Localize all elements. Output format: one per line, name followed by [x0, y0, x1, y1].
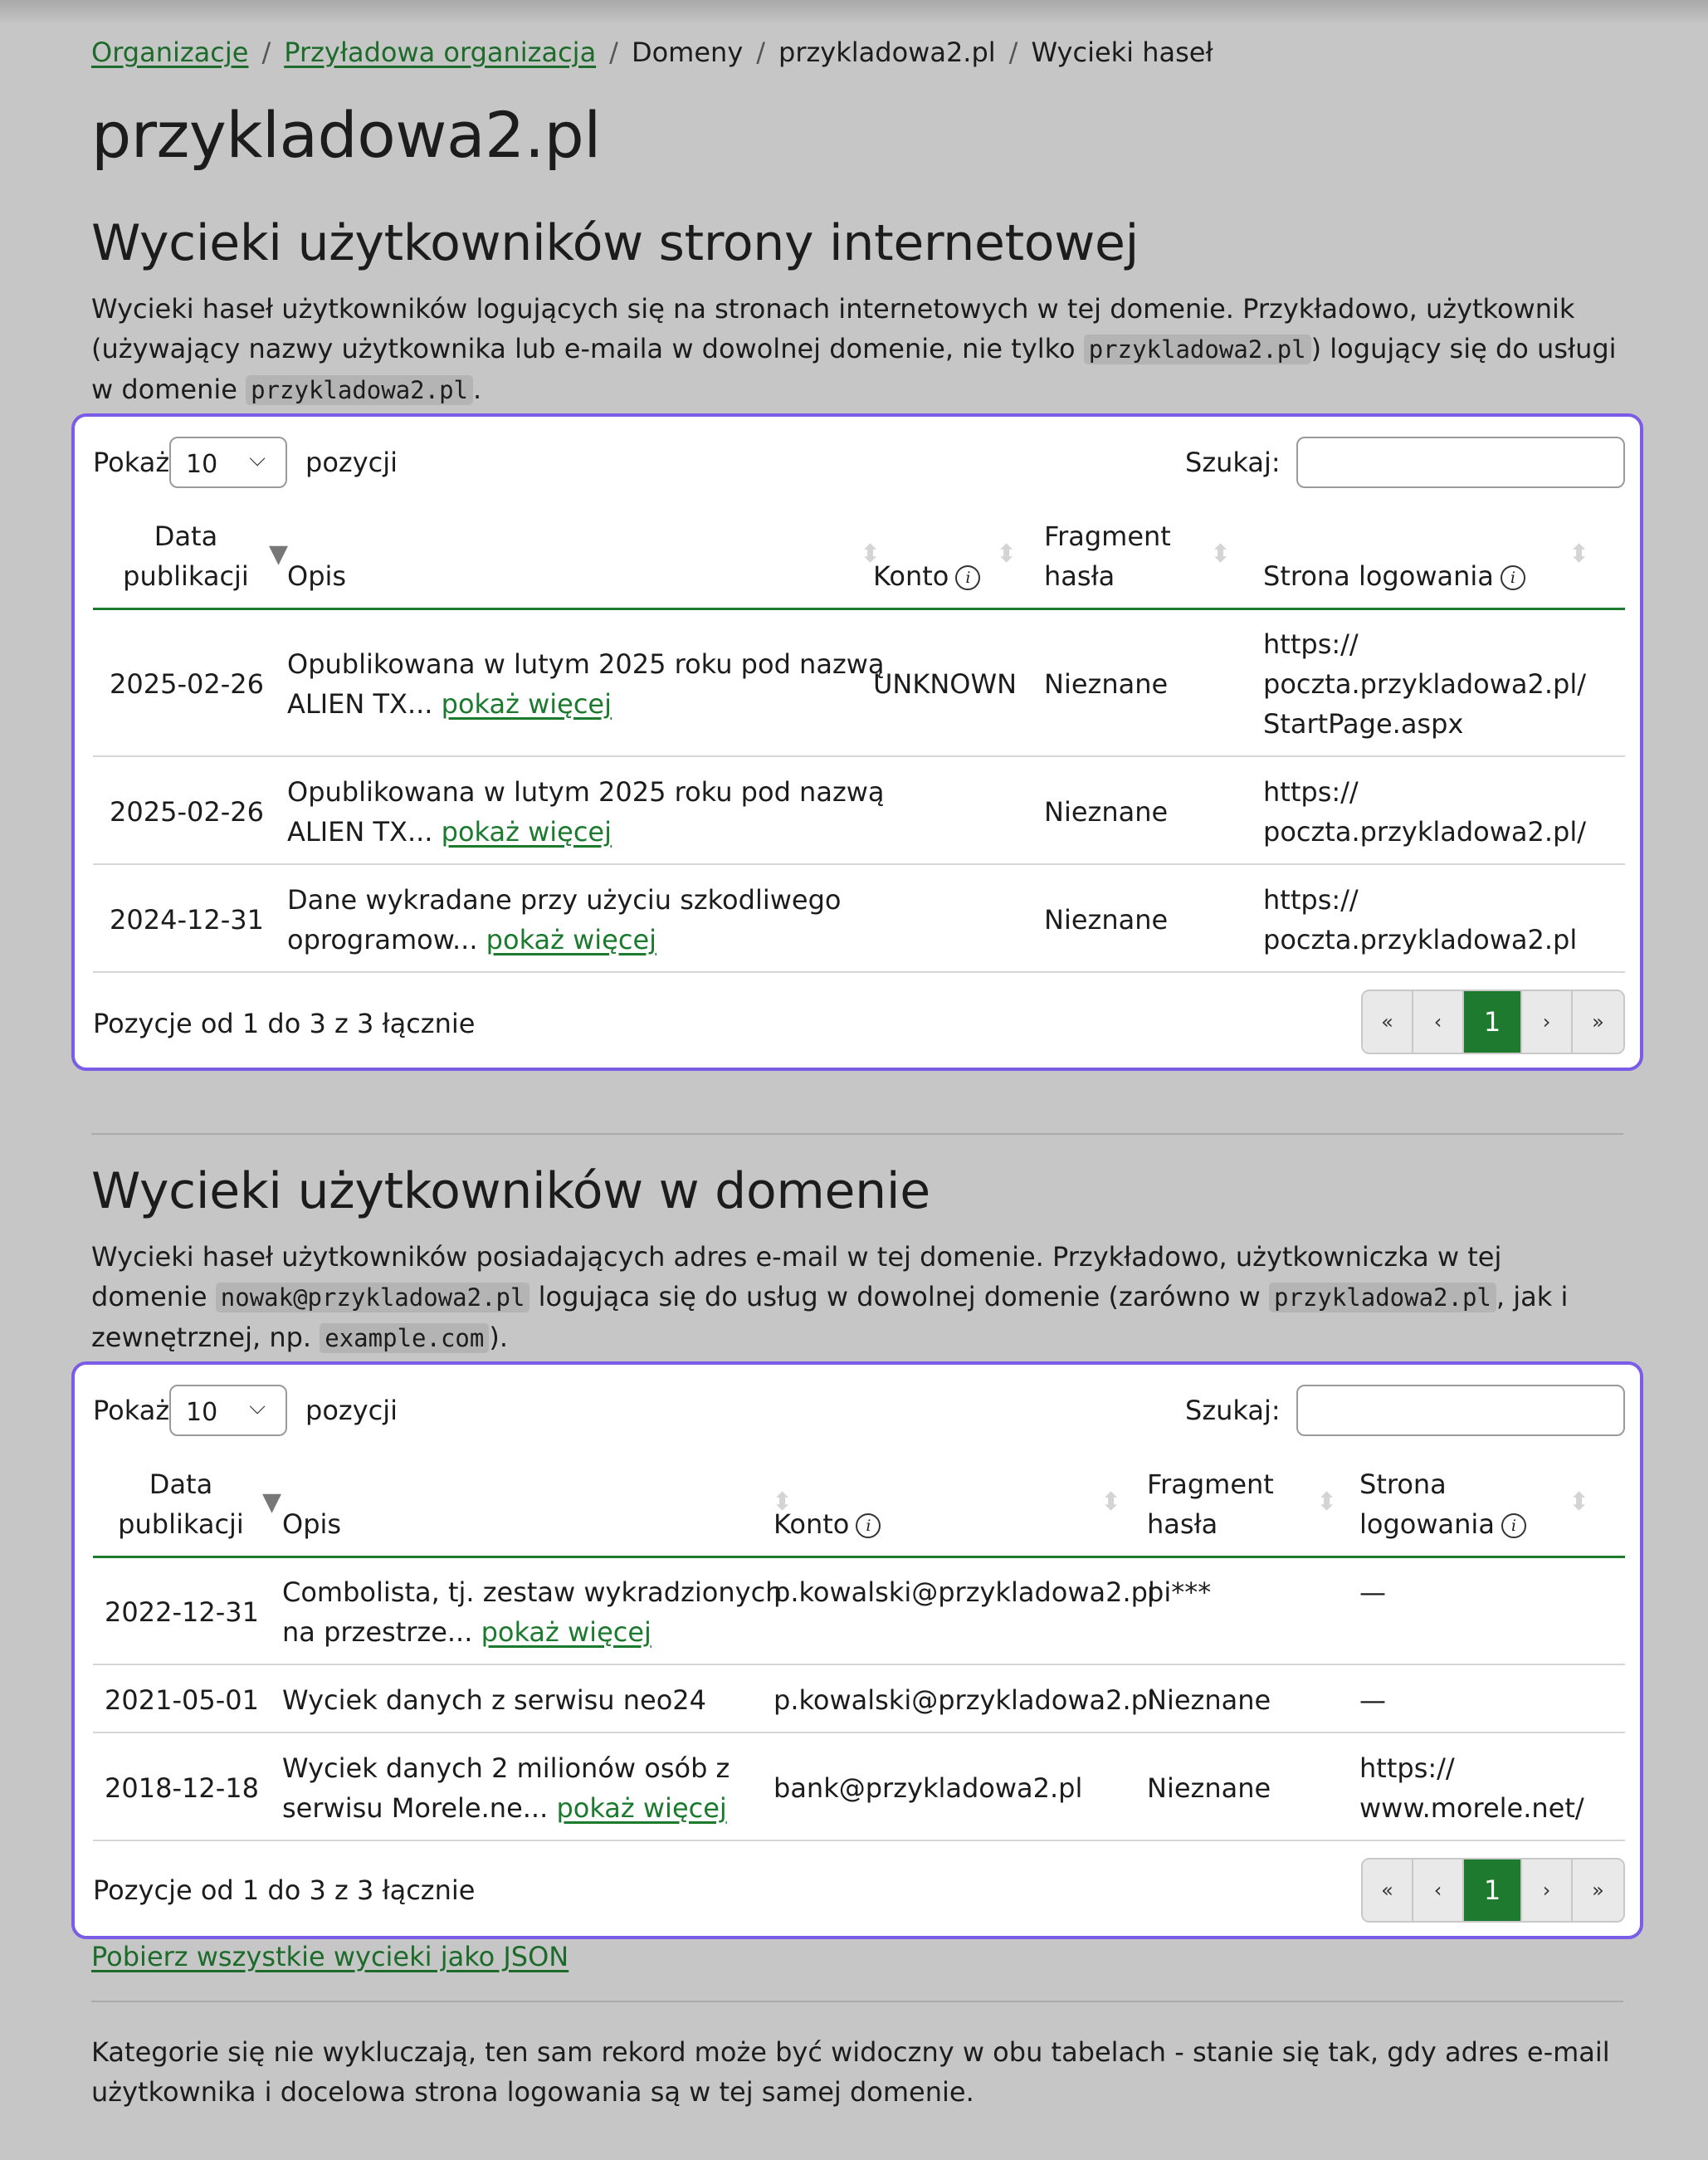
search-input[interactable]	[1296, 437, 1625, 488]
chevron-down-icon: ⌵	[249, 1395, 266, 1420]
row1-date: 2025-02-26	[110, 668, 264, 700]
row2-login-page: —	[1359, 1684, 1386, 1716]
next-page-button[interactable]: ›	[1522, 991, 1573, 1053]
row-divider	[93, 755, 1625, 757]
show-more-link[interactable]: pokaż więcej	[441, 688, 612, 720]
column-account[interactable]: Konto i	[773, 1504, 881, 1544]
row3-fragment: Nieznane	[1147, 1772, 1271, 1804]
breadcrumb-domain: przykladowa2.pl	[778, 37, 996, 68]
sort-icon[interactable]: ⬍	[1100, 1488, 1122, 1517]
example-domain-code: example.com	[320, 1323, 489, 1353]
row1-fragment: Nieznane	[1044, 668, 1169, 700]
column-account[interactable]: Konto i	[873, 556, 980, 596]
page-length-select[interactable]: 10 ⌵	[169, 437, 287, 488]
breadcrumb-domains: Domeny	[631, 37, 744, 68]
search-label: Szukaj:	[1185, 1395, 1281, 1426]
column-fragment[interactable]: Fragment hasła	[1147, 1469, 1274, 1540]
length-suffix: pozycji	[305, 1395, 398, 1426]
row2-description: Opublikowana w lutym 2025 roku pod nazwą ALIEN TX... pokaż więcej	[287, 776, 885, 848]
domain-code: przykladowa2.pl	[246, 375, 473, 405]
column-date[interactable]: Data publikacji	[118, 1469, 244, 1540]
column-login-page[interactable]: Strona logowania i	[1263, 556, 1525, 596]
row2-description: Wyciek danych z serwisu neo24	[282, 1684, 707, 1716]
row1-date: 2022-12-31	[105, 1596, 259, 1628]
row-divider	[93, 971, 1625, 973]
email-code: nowak@przykladowa2.pl	[216, 1283, 530, 1312]
show-more-link[interactable]: pokaż więcej	[481, 1616, 651, 1648]
row3-date: 2018-12-18	[105, 1772, 259, 1804]
domain-code: przykladowa2.pl	[1269, 1283, 1496, 1312]
row1-login-page: https:// poczta.przykladowa2.pl/ StartPage.aspx	[1263, 628, 1587, 740]
row2-fragment: Nieznane	[1044, 796, 1169, 828]
row2-fragment: Nieznane	[1147, 1684, 1271, 1716]
length-label: Pokaż	[93, 447, 170, 478]
search-input[interactable]	[1296, 1385, 1625, 1436]
show-more-link[interactable]: pokaż więcej	[441, 816, 612, 848]
row1-account: UNKNOWN	[873, 668, 1017, 700]
sort-desc-icon[interactable]: ▼	[262, 1488, 282, 1517]
column-description[interactable]: Opis	[282, 1508, 342, 1540]
table-info: Pozycje od 1 do 3 z 3 łącznie	[93, 1008, 476, 1039]
info-icon[interactable]: i	[955, 565, 980, 590]
row-divider	[93, 1664, 1625, 1665]
pagination	[1361, 1858, 1625, 1923]
row1-description: Opublikowana w lutym 2025 roku pod nazwą ALIEN TX... pokaż więcej	[287, 648, 885, 720]
search-label: Szukaj:	[1185, 447, 1281, 478]
page-title: przykladowa2.pl	[91, 98, 601, 172]
row3-description: Dane wykradane przy użyciu szkodliwego oprogramow... pokaż więcej	[287, 884, 842, 955]
prev-page-button[interactable]: ‹	[1413, 991, 1464, 1053]
table-info: Pozycje od 1 do 3 z 3 łącznie	[93, 1874, 476, 1906]
row3-account: bank@przykladowa2.pl	[773, 1772, 1083, 1804]
row-divider	[93, 863, 1625, 865]
row-divider	[93, 1732, 1625, 1733]
info-icon[interactable]: i	[856, 1513, 881, 1538]
sort-icon[interactable]: ⬍	[772, 1488, 793, 1517]
section-divider	[91, 1133, 1623, 1135]
prev-page-button[interactable]: ‹	[1413, 1859, 1464, 1921]
sort-icon[interactable]: ⬍	[996, 540, 1017, 569]
column-fragment[interactable]: Fragment hasła	[1044, 520, 1171, 592]
row1-fragment: pi***	[1147, 1576, 1212, 1608]
section1-heading: Wycieki użytkowników strony internetowej	[91, 214, 1139, 272]
domain-leaks-table-panel	[71, 1361, 1643, 1939]
row3-date: 2024-12-31	[110, 904, 264, 936]
length-label: Pokaż	[93, 1395, 170, 1426]
row3-fragment: Nieznane	[1044, 904, 1169, 936]
sort-icon[interactable]: ⬍	[1569, 540, 1590, 569]
sort-desc-icon[interactable]: ▼	[269, 540, 289, 569]
info-icon[interactable]: i	[1501, 1513, 1526, 1538]
next-page-button[interactable]: ›	[1522, 1859, 1573, 1921]
sort-icon[interactable]: ⬍	[860, 540, 881, 569]
page-1-button[interactable]: 1	[1464, 1859, 1522, 1921]
row2-date: 2025-02-26	[110, 796, 264, 828]
header-divider	[93, 1556, 1625, 1558]
page-1-button[interactable]: 1	[1464, 991, 1522, 1053]
column-description[interactable]: Opis	[287, 560, 347, 592]
last-page-button[interactable]: »	[1573, 1859, 1623, 1921]
last-page-button[interactable]: »	[1573, 991, 1623, 1053]
first-page-button[interactable]: «	[1363, 991, 1413, 1053]
row1-account: p.kowalski@przykladowa2.pl	[773, 1576, 1155, 1608]
footnote: Kategorie się nie wykluczają, ten sam rekord może być widoczny w obu tabelach - stanie się tak, gdy adres e-mail użytkownika i docelowa strona logowania są w tej samej domenie.	[91, 2036, 1610, 2108]
breadcrumb-organization[interactable]: Przyładowa organizacja	[284, 37, 597, 68]
section2-heading: Wycieki użytkowników w domenie	[91, 1162, 930, 1220]
row2-date: 2021-05-01	[105, 1684, 259, 1716]
website-leaks-table-panel	[71, 413, 1643, 1071]
breadcrumb: Organizacje / Przyładowa organizacja / Domeny / przykladowa2.pl / Wycieki haseł	[91, 37, 1213, 68]
row3-description: Wyciek danych 2 milionów osób z serwisu Morele.ne... pokaż więcej	[282, 1752, 730, 1824]
section1-description: Wycieki haseł użytkowników logujących się na stronach internetowych w tej domenie. Przykładowo, użytkownik (używający nazwy użytkownika lub e-maila w dowolnej domenie, nie tylko przykladowa2.pl ) logujący się do usługi w domenie przykladowa2.pl .	[91, 293, 1617, 405]
row2-account: p.kowalski@przykladowa2.pl	[773, 1684, 1155, 1716]
pagination	[1361, 990, 1625, 1054]
first-page-button[interactable]: «	[1363, 1859, 1413, 1921]
column-date[interactable]: Data publikacji	[123, 520, 249, 592]
info-icon[interactable]: i	[1501, 565, 1525, 590]
sort-icon[interactable]: ⬍	[1316, 1488, 1338, 1517]
show-more-link[interactable]: pokaż więcej	[556, 1792, 727, 1824]
breadcrumb-organizations[interactable]: Organizacje	[91, 37, 249, 68]
show-more-link[interactable]: pokaż więcej	[486, 924, 657, 955]
page-length-select[interactable]: 10 ⌵	[169, 1385, 287, 1436]
row3-login-page: https:// poczta.przykladowa2.pl	[1263, 884, 1578, 955]
row2-login-page: https:// poczta.przykladowa2.pl/	[1263, 776, 1587, 848]
download-json-link[interactable]: Pobierz wszystkie wycieki jako JSON	[91, 1941, 569, 1972]
breadcrumb-current: Wycieki haseł	[1031, 37, 1213, 68]
top-shade	[0, 0, 1708, 25]
header-divider	[93, 608, 1625, 610]
section2-description: Wycieki haseł użytkowników posiadających adres e-mail w tej domenie. Przykładowo, użytkowniczka w tej domenie nowak@przykladowa2.pl logująca się do usług w dowolnej domenie (zarówno w przykladowa2.pl , jak i zewnętrznej, np. example.com ).	[91, 1241, 1569, 1353]
sort-icon[interactable]: ⬍	[1210, 540, 1232, 569]
row1-description: Combolista, tj. zestaw wykradzionych na przestrze... pokaż więcej	[282, 1576, 783, 1648]
column-login-page[interactable]: Strona logowania i	[1359, 1464, 1526, 1544]
length-suffix: pozycji	[305, 447, 398, 478]
row-divider	[93, 1840, 1625, 1841]
section-divider	[91, 2001, 1623, 2002]
domain-code: przykladowa2.pl	[1084, 335, 1311, 364]
row3-login-page: https:// www.morele.net/	[1359, 1752, 1584, 1824]
sort-icon[interactable]: ⬍	[1569, 1488, 1590, 1517]
row1-login-page: —	[1359, 1576, 1386, 1608]
chevron-down-icon: ⌵	[249, 447, 266, 472]
